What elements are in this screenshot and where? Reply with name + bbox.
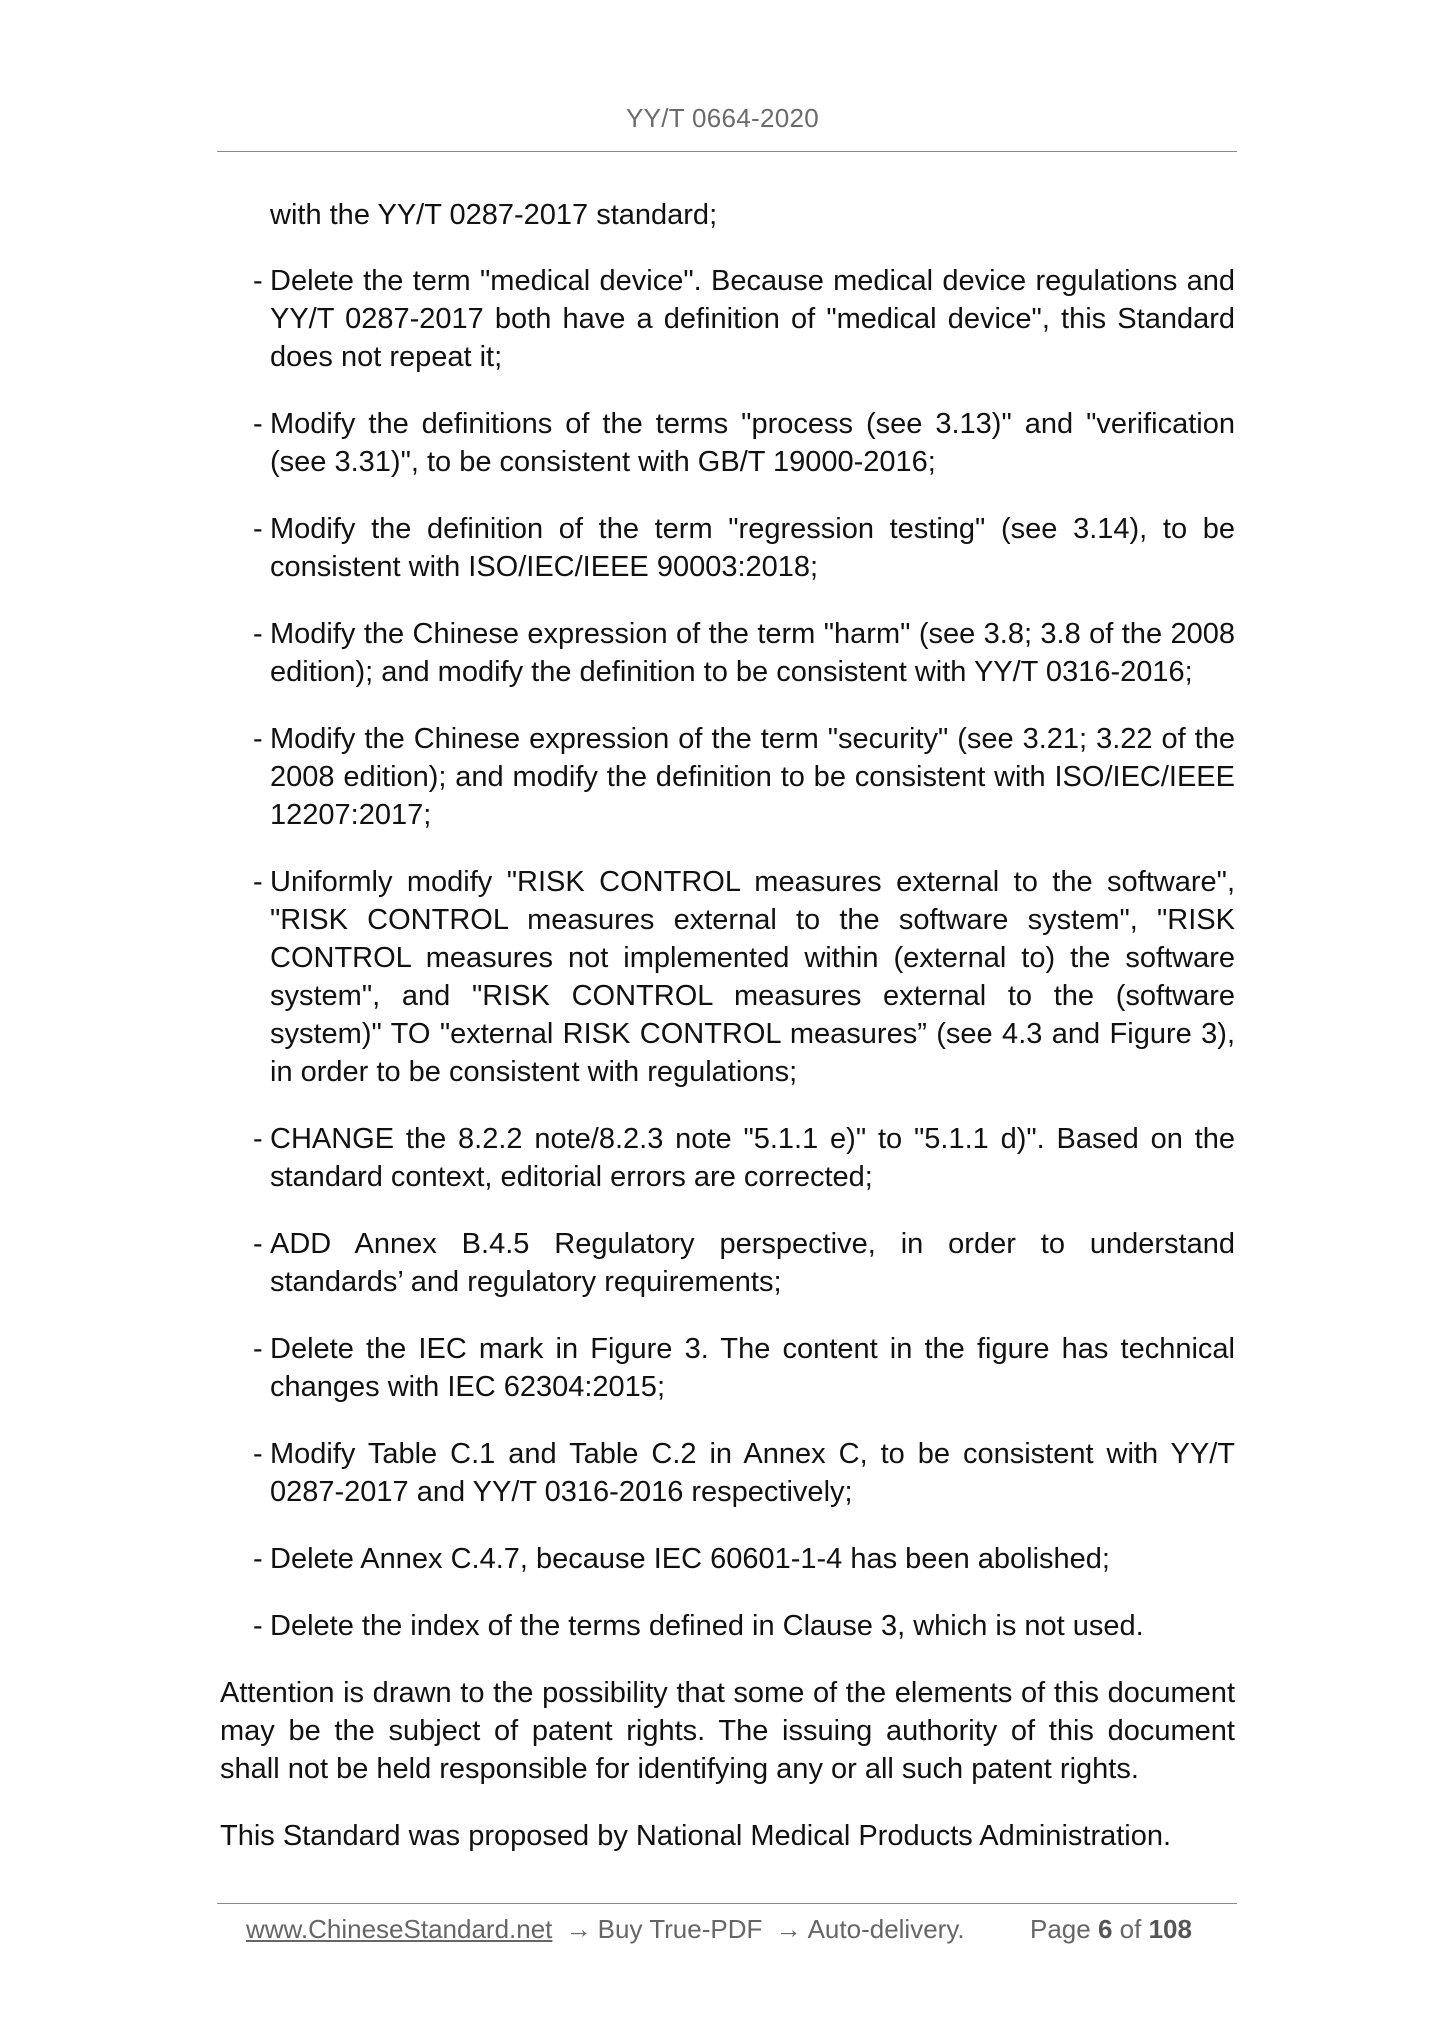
list-item [220,1540,1235,1578]
list-item [220,405,1235,481]
buy-pdf-text: Buy True-PDF [597,1914,763,1944]
list-item [220,615,1235,691]
footer-divider [217,1903,1237,1904]
page-footer [246,1911,1226,1947]
page-body [220,196,1235,1884]
list-item-text: ADD Annex B.4.5 Regulatory perspective, in order to understand standards’ and regulatory requirements; [270,1228,1235,1298]
bullet-dash: - [253,618,263,650]
bullet-dash: - [253,1543,263,1575]
document-code-header: YY/T 0664-2020 [625,103,820,133]
list-item [220,1225,1235,1301]
proposer-paragraph: This Standard was proposed by National Medical Products Administration. [220,1820,1172,1852]
list-item-text: Delete Annex C.4.7, because IEC 60601-1-4 has been abolished; [270,1543,1110,1575]
bullet-dash: - [253,1228,263,1260]
bullet-dash: - [253,723,263,755]
bullet-dash: - [253,1610,263,1642]
current-page-number: 6 [1097,1914,1113,1944]
continued-line: with the YY/T 0287-2017 standard; [270,199,718,231]
list-item [220,1607,1235,1645]
list-item-text: Modify Table C.1 and Table C.2 in Annex C, to be consistent with YY/T 0287-2017 and YY/T 0316-2016 respectively; [270,1438,1235,1508]
page-indicator [1030,1911,1192,1947]
changes-list [220,262,1235,1645]
of-label: of [1119,1914,1142,1944]
bullet-dash: - [253,408,263,440]
list-item [220,510,1235,586]
bullet-dash: - [253,265,263,297]
list-item-text: Modify the definitions of the terms "process (see 3.13)" and "verification (see 3.31)", to be consistent with GB/T 19000-2016; [270,408,1235,478]
website-link[interactable]: www.ChineseStandard.net [246,1914,553,1944]
list-item [220,720,1235,834]
auto-delivery-text: Auto-delivery. [807,1914,965,1944]
list-item [220,1120,1235,1196]
list-item-text: Delete the term "medical device". Because medical device regulations and YY/T 0287-2017 both have a definition of "medical device", this Standard does not repeat it; [270,265,1235,373]
arrow-right-icon: → [775,1914,802,1944]
patent-notice-paragraph: Attention is drawn to the possibility that some of the elements of this document may be the subject of patent rights. The issuing authority of this document shall not be held responsible for identifying any or all such patent rights. [220,1677,1235,1785]
bullet-dash: - [253,1123,263,1155]
header-divider [217,151,1237,152]
list-item-text: Modify the Chinese expression of the term "harm" (see 3.8; 3.8 of the 2008 edition); and modify the definition to be consistent with YY/T 0316-2016; [270,618,1235,688]
list-item-text: CHANGE the 8.2.2 note/8.2.3 note "5.1.1 e)" to "5.1.1 d)". Based on the standard context, editorial errors are corrected; [270,1123,1235,1193]
bullet-dash: - [253,1438,263,1470]
list-item-text: Modify the Chinese expression of the term "security" (see 3.21; 3.22 of the 2008 edition); and modify the definition to be consistent with ISO/IEC/IEEE 12207:2017; [270,723,1235,831]
total-pages-number: 108 [1148,1914,1192,1944]
arrow-right-icon: → [565,1914,592,1944]
bullet-dash: - [253,1333,263,1365]
list-item-text: Modify the definition of the term "regression testing" (see 3.14), to be consistent with ISO/IEC/IEEE 90003:2018; [270,513,1235,583]
list-item [220,262,1235,376]
list-item [220,1435,1235,1511]
list-item [220,1330,1235,1406]
list-item-text: Delete the index of the terms defined in Clause 3, which is not used. [270,1610,1144,1642]
list-item-text: Uniformly modify "RISK CONTROL measures external to the software", "RISK CONTROL measures external to the software system", "RISK CONTROL measures not implemented within (external to) the software system", and "RISK CONTROL measures external to the (software system)" TO "external RISK CONTROL measures” (see 4.3 and Figure 3), in order to be consistent with regulations; [270,866,1235,1088]
list-item [220,863,1235,1091]
bullet-dash: - [253,866,263,898]
page-label: Page [1030,1914,1091,1944]
list-item-text: Delete the IEC mark in Figure 3. The content in the figure has technical changes with IEC 62304:2015; [270,1333,1235,1403]
bullet-dash: - [253,513,263,545]
